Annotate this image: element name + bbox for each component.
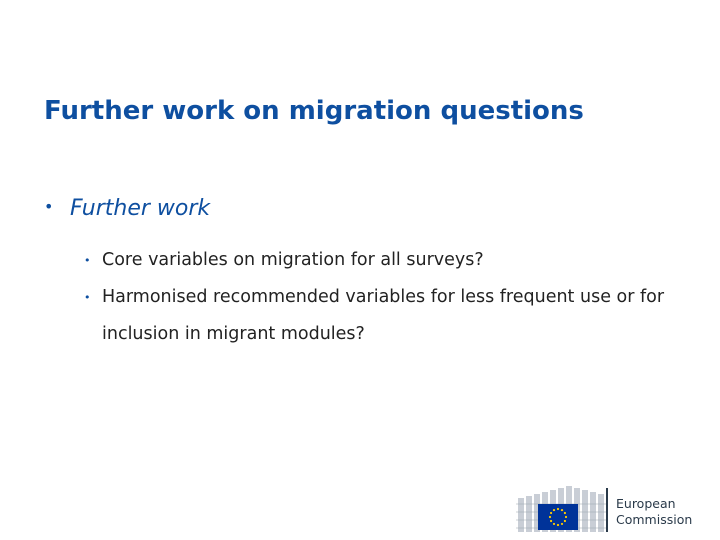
eu-star-icon [564, 520, 566, 522]
eu-star-icon [553, 509, 555, 511]
logo-line-european: European [616, 496, 676, 511]
logo-line-commission: Commission [616, 512, 693, 527]
sub-bullet-list [80, 242, 680, 353]
eu-star-icon [557, 508, 559, 510]
eu-star-icon [550, 520, 552, 522]
slide-title: Further work on migration questions [44, 96, 584, 126]
bullet-dot-icon: • [84, 254, 91, 267]
sub-bullet-text: Harmonised recommended variables for less frequent use or for inclusion in migrant modules? [102, 287, 665, 344]
bullet-level1-text: Further work [70, 196, 211, 221]
eu-star-icon [561, 509, 563, 511]
list-item [80, 279, 680, 353]
bullet-level1 [44, 196, 210, 221]
sub-bullet-text: Core variables on migration for all surveys? [102, 250, 484, 270]
eu-star-icon [565, 516, 567, 518]
eu-star-icon [550, 512, 552, 514]
eu-star-icon [553, 523, 555, 525]
eu-star-icon [564, 512, 566, 514]
list-item [80, 242, 680, 279]
commission-building-icon [516, 484, 612, 534]
eu-star-icon [557, 524, 559, 526]
bullet-dot-icon: • [44, 197, 54, 216]
european-commission-logo [516, 484, 702, 534]
bullet-dot-icon: • [84, 291, 91, 304]
logo-wordmark [616, 496, 692, 528]
eu-star-icon [561, 523, 563, 525]
eu-star-icon [549, 516, 551, 518]
